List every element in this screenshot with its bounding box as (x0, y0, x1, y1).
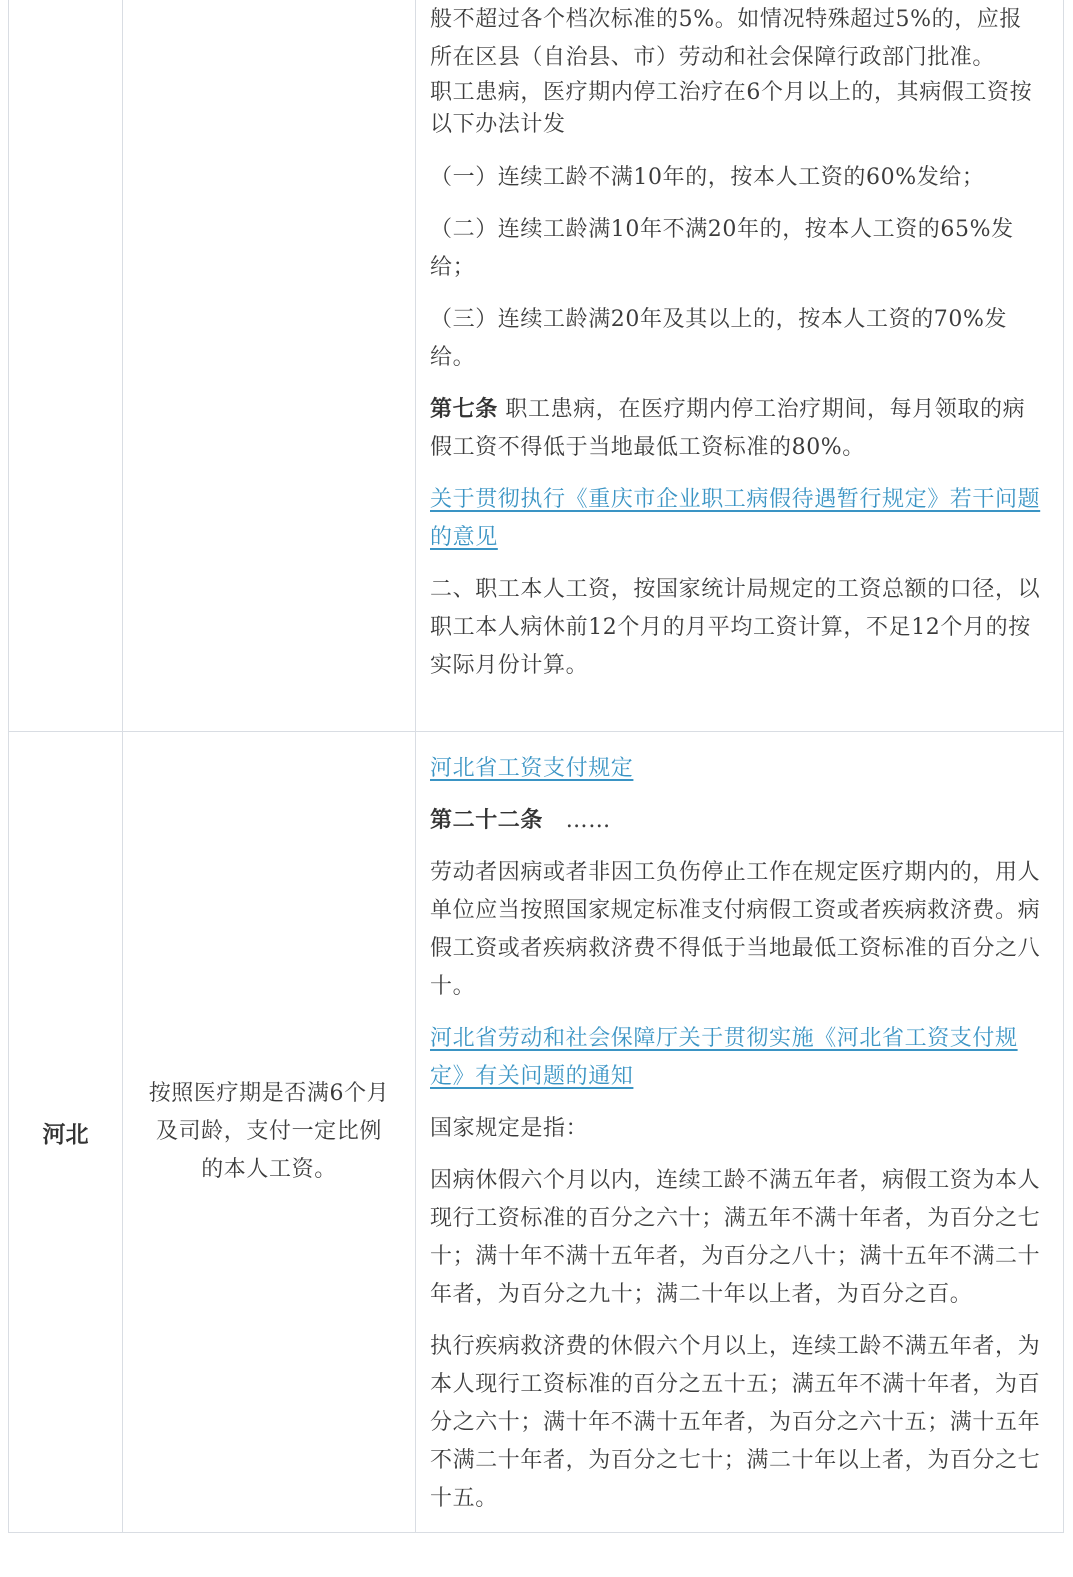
regulation-content (416, 0, 1063, 731)
regulation-link[interactable]: 关于贯彻执行《重庆市企业职工病假待遇暂行规定》若干问题的意见 (430, 487, 1041, 550)
paragraph: 职工患病，医疗期内停工治疗在6个月以上的，其病假工资按以下办法计发 (430, 80, 1033, 137)
paragraph: 劳动者因病或者非因工负伤停止工作在规定医疗期内的，用人单位应当按照国家规定标准支付病假工资或者疾病救济费。病假工资或者疾病救济费不得低于当地最低工资标准的百分之八十。 (430, 860, 1041, 999)
paragraph: 二、职工本人工资，按国家统计局规定的工资总额的口径，以职工本人病休前12个月的月平均工资计算，不足12个月的按实际月份计算。 (430, 577, 1041, 678)
article-paragraph (430, 391, 1041, 467)
regulation-link[interactable]: 河北省工资支付规定 (430, 756, 634, 781)
table-row (9, 0, 1064, 732)
summary-cell (123, 732, 416, 1533)
paragraph: 般不超过各个档次标准的5%。如情况特殊超过5%的，应报所在区县（自治县、市）劳动和社会保障行政部门批准。 (430, 7, 1023, 70)
paragraph: （三）连续工龄满20年及其以上的，按本人工资的70%发给。 (430, 307, 1008, 370)
summary-text: 按照医疗期是否满6个月及司龄，支付一定比例的本人工资。 (148, 1081, 390, 1182)
article-number: 第七条 (430, 397, 498, 422)
paragraph: （二）连续工龄满10年不满20年的，按本人工资的65%发给； (430, 217, 1014, 280)
paragraph: 国家规定是指： (430, 1116, 589, 1141)
article-paragraph (430, 802, 1041, 840)
paragraph: 执行疾病救济费的休假六个月以上，连续工龄不满五年者，为本人现行工资标准的百分之五十五；满五年不满十年者，为百分之六十；满十年不满十五年者，为百分之六十五；满十五年不满二十年者，为百分之七十；满二十年以上者，为百分之七十五。 (430, 1334, 1041, 1511)
region-cell (9, 732, 123, 1533)
region-cell (9, 0, 123, 732)
link-paragraph (430, 1020, 1041, 1096)
regulation-cell (416, 732, 1064, 1533)
article-number: 第二十二条 (430, 808, 544, 833)
paragraph: （一）连续工龄不满10年的，按本人工资的60%发给； (430, 165, 985, 190)
regulation-cell (416, 0, 1064, 732)
link-paragraph (430, 750, 1041, 788)
summary-cell (123, 0, 416, 732)
article-text: …… (543, 808, 611, 833)
region-name: 河北 (42, 1121, 89, 1148)
link-paragraph (430, 481, 1041, 557)
regulation-link[interactable]: 河北省劳动和社会保障厅关于贯彻实施《河北省工资支付规定》有关问题的通知 (430, 1026, 1018, 1089)
article-text: 职工患病，在医疗期内停工治疗期间，每月领取的病假工资不得低于当地最低工资标准的80%。 (430, 397, 1026, 460)
sick-pay-policy-table (8, 0, 1064, 1533)
paragraph: 因病休假六个月以内，连续工龄不满五年者，病假工资为本人现行工资标准的百分之六十；满五年不满十年者，为百分之七十；满十年不满十五年者，为百分之八十；满十五年不满二十年者，为百分之九十；满二十年以上者，为百分之百。 (430, 1168, 1041, 1307)
regulation-content (416, 732, 1063, 1518)
table-row (9, 732, 1064, 1533)
